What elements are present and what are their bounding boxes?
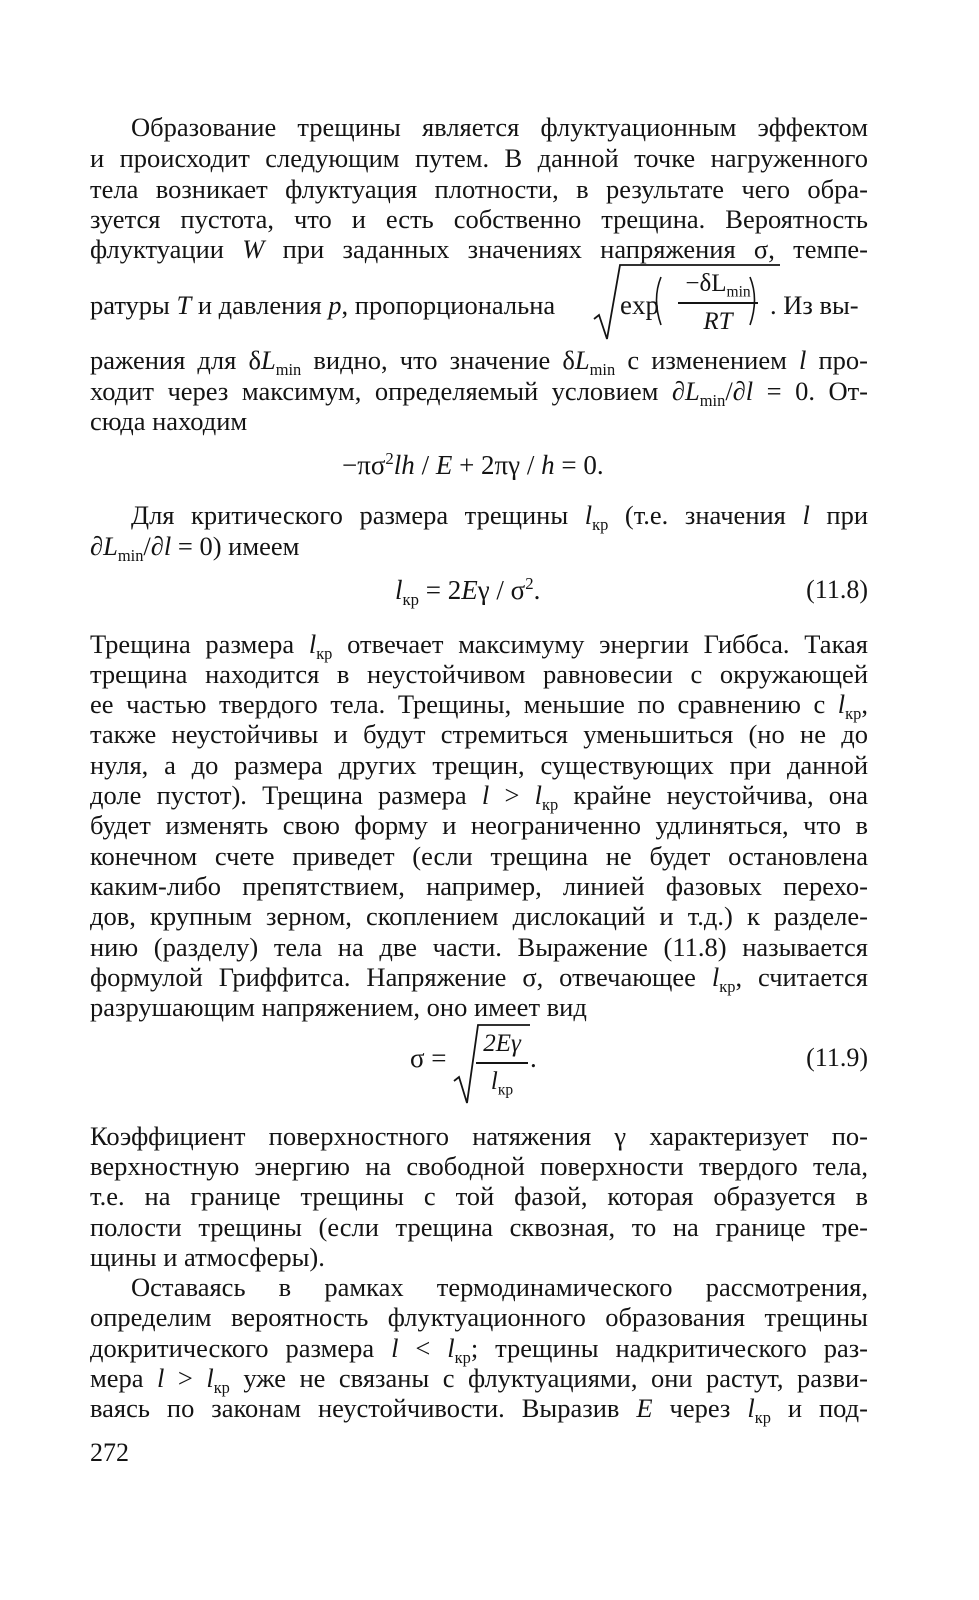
- para3-line3: ее частью твердого тела. Трещины, меньшие по сравнению с $l_{кр}$,: [90, 689, 868, 723]
- formula-11-9-fraction-bar: [476, 1062, 528, 1064]
- para5-line1: Оставаясь в рамках термодинамического рассмотрения,: [131, 1272, 868, 1302]
- griffith-condition-formula: $-\pi\sigma^2lh / E + 2\pi\gamma / h = 0$.: [342, 448, 604, 480]
- formula-11-9-end: .: [530, 1043, 537, 1073]
- para3-line13: разрушающим напряжением, оно имеет вид: [90, 992, 587, 1022]
- page-number: 272: [90, 1438, 129, 1467]
- para4-line3: т.е. на границе трещины с той фазой, которая образуется в: [90, 1181, 868, 1211]
- para1-line3: тела возникает флуктуация плотности, в результате чего обра-: [90, 174, 868, 204]
- para3-line10: дов, крупным зерном, скоплением дислокаций и т.д.) к разделе-: [90, 901, 868, 931]
- equation-number-11-8: (11.8): [806, 575, 868, 604]
- para1-line7: ражения для $\delta L_{min}$ видно, что значение $\delta L_{min}$ с изменением l про-: [90, 345, 868, 379]
- para3-line1: Трещина размера $l_{кр}$ отвечает максимуму энергии Гиббса. Такая: [90, 629, 868, 663]
- para3-line2: трещина находится в неустойчивом равновесии с окружающей: [90, 659, 868, 689]
- para3-line6: доле пустот). Трещина размера $l > l_{кр}$ крайне неустойчива, она: [90, 780, 868, 814]
- para1-line9: сюда находим: [90, 406, 248, 436]
- exp-numerator: $-\delta L_{min}$: [685, 270, 751, 301]
- exp-func: exp: [620, 290, 659, 320]
- para3-line8: конечном счете приведет (если трещина не будет остановлена: [90, 841, 868, 871]
- para5-line5: ваясь по законам неустойчивости. Выразив E через $l_{кр}$ и под-: [90, 1393, 868, 1427]
- para1-line5: флуктуации W при заданных значениях напряжения σ, темпе-: [90, 234, 869, 264]
- equation-number-11-9: (11.9): [806, 1043, 868, 1072]
- para4-line2: верхностную энергию на свободной поверхности твердого тела,: [90, 1151, 868, 1181]
- para3-line4: также неустойчивы и будут стремиться уменьшиться (но не до: [90, 719, 868, 749]
- formula-11-9-lhs: σ =: [410, 1043, 447, 1073]
- para4-line4: полости трещины (если трещина сквозная, то на границе тре-: [90, 1212, 868, 1242]
- formula-11-8: $l_{кр} = 2E\gamma / \sigma^2$.: [395, 573, 541, 609]
- para5-line2: определим вероятность флуктуационного образования трещины: [90, 1302, 868, 1332]
- para5-line4: мера $l > l_{кр}$ уже не связаны с флуктуациями, они растут, разви-: [90, 1363, 868, 1397]
- para4-line5: щины и атмосферы).: [90, 1242, 325, 1272]
- exp-denominator: RT: [703, 308, 733, 335]
- para3-line5: нуля, а до размера других трещин, существующих при данной: [90, 750, 868, 780]
- para2-line2: $\partial L_{min}/\partial l = 0$) имеем: [90, 531, 300, 565]
- exp-fraction-bar: [678, 302, 758, 304]
- formula-11-9-denominator: $l_{кр}$: [490, 1068, 514, 1099]
- para1-line6: ратуры T и давления p, пропорциональна: [90, 290, 556, 320]
- para1-line4: зуется пустота, что и есть собственно трещина. Вероятность: [90, 204, 868, 234]
- para5-line3: докритического размера $l < l_{кр}$; трещины надкритического раз-: [90, 1333, 869, 1367]
- para3-line9: каким-либо препятствием, например, линией фазовых перехо-: [90, 871, 868, 901]
- para3-line12: формулой Гриффитса. Напряжение σ, отвечающее $l_{кр}$, считается: [90, 962, 868, 996]
- para3-line11: нию (разделу) тела на две части. Выражение (11.8) называется: [90, 932, 868, 962]
- para1-line2: и происходит следующим путем. В данной точке нагруженного: [90, 143, 868, 173]
- para4-line1: Коэффициент поверхностного натяжения γ характеризует по-: [90, 1121, 868, 1151]
- formula-11-9-numerator: 2Eγ: [483, 1030, 521, 1057]
- para1-line6-end: . Из вы-: [770, 290, 859, 320]
- para2-line1: Для критического размера трещины $l_{кр}$ (т.е. значения l при: [131, 500, 868, 534]
- para1-line1: Образование трещины является флуктуационным эффектом: [131, 112, 868, 142]
- para3-line7: будет изменять свою форму и неограниченно удлиняться, что в: [90, 810, 868, 840]
- para1-line8: ходит через максимум, определяемый условием $\partial L_{min}/\partial l = 0$. От-: [90, 376, 869, 410]
